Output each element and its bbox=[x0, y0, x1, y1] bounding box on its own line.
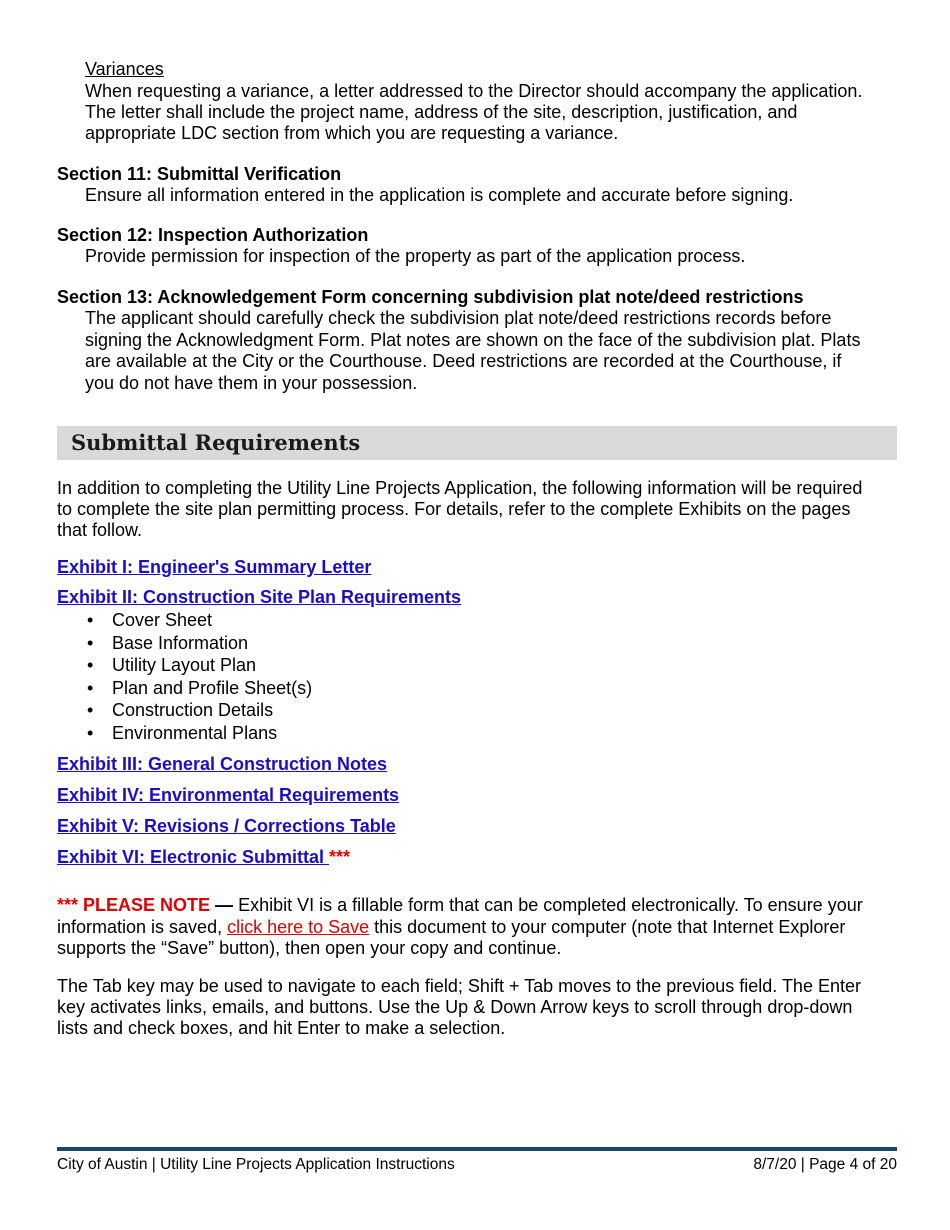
please-note-text: supports the “Save” button), then open your copy and continue. bbox=[57, 938, 562, 958]
section-13-text-line: signing the Acknowledgment Form. Plat notes are shown on the face of the subdivision plat. Plats bbox=[85, 330, 861, 350]
tab-help-line: key activates links, emails, and buttons. Use the Up & Down Arrow keys to scroll through drop-down bbox=[57, 997, 853, 1017]
list-item bbox=[57, 699, 312, 722]
bullet-icon: • bbox=[87, 655, 94, 676]
list-item-label: Environmental Plans bbox=[112, 722, 278, 743]
list-item-label: Base Information bbox=[112, 632, 249, 653]
section-11-heading: Section 11: Submittal Verification bbox=[57, 164, 342, 184]
submittal-intro-line: that follow. bbox=[57, 520, 143, 540]
footer-divider bbox=[57, 1147, 897, 1151]
please-note-text: information is saved, bbox=[57, 917, 228, 937]
variances-heading: Variances bbox=[85, 59, 164, 79]
please-note-text: this document to your computer (note that Internet Explorer bbox=[369, 917, 846, 937]
variances-text-line: The letter shall include the project name, address of the site, description, justification, and bbox=[85, 102, 798, 122]
please-note-label: *** PLEASE NOTE bbox=[57, 895, 211, 915]
section-13-heading: Section 13: Acknowledgement Form concerning subdivision plat note/deed restrictions bbox=[57, 287, 804, 307]
submittal-requirements-title: Submittal Requirements bbox=[71, 430, 361, 455]
exhibit-2-list bbox=[57, 609, 312, 745]
section-13-text-line: you do not have them in your possession. bbox=[85, 373, 418, 393]
list-item bbox=[57, 677, 312, 700]
variances-text-line: When requesting a variance, a letter addressed to the Director should accompany the application. bbox=[85, 81, 863, 101]
list-item-label: Construction Details bbox=[112, 700, 274, 721]
save-link[interactable]: click here to Save bbox=[227, 917, 370, 937]
section-11-text: Ensure all information entered in the application is complete and accurate before signing. bbox=[85, 185, 794, 205]
submittal-intro-line: In addition to completing the Utility Line Projects Application, the following information will be required bbox=[57, 478, 863, 498]
exhibit-5-link[interactable]: Exhibit V: Revisions / Corrections Table bbox=[57, 816, 396, 836]
exhibit-6-row bbox=[57, 847, 350, 868]
list-item bbox=[57, 722, 312, 745]
variances-text-line: appropriate LDC section from which you are requesting a variance. bbox=[85, 123, 619, 143]
section-13-text-line: The applicant should carefully check the subdivision plat note/deed restrictions records before bbox=[85, 308, 832, 328]
exhibit-6-asterisks: *** bbox=[329, 847, 351, 867]
exhibit-6-link[interactable]: Exhibit VI: Electronic Submittal bbox=[57, 847, 330, 867]
bullet-icon: • bbox=[87, 722, 94, 743]
exhibit-4-link[interactable]: Exhibit IV: Environmental Requirements bbox=[57, 785, 400, 805]
list-item-label: Cover Sheet bbox=[112, 610, 213, 630]
exhibit-2-link[interactable]: Exhibit II: Construction Site Plan Requirements bbox=[57, 587, 462, 607]
please-note-dash: — bbox=[210, 895, 239, 915]
list-item bbox=[57, 609, 312, 632]
please-note-line bbox=[57, 917, 845, 938]
list-item-label: Utility Layout Plan bbox=[112, 655, 257, 676]
footer-page-info: 8/7/20 | Page 4 of 20 bbox=[753, 1156, 897, 1173]
bullet-icon: • bbox=[87, 632, 94, 653]
exhibit-3-link[interactable]: Exhibit III: General Construction Notes bbox=[57, 754, 388, 774]
please-note-line bbox=[57, 895, 863, 916]
list-item-label: Plan and Profile Sheet(s) bbox=[112, 677, 313, 698]
exhibit-1-link[interactable]: Exhibit I: Engineer's Summary Letter bbox=[57, 557, 372, 577]
tab-help-line: The Tab key may be used to navigate to each field; Shift + Tab moves to the previous field. The Enter bbox=[57, 976, 861, 996]
footer-title: City of Austin | Utility Line Projects Application Instructions bbox=[57, 1156, 455, 1173]
list-item bbox=[57, 654, 312, 677]
please-note-text: Exhibit VI is a fillable form that can be completed electronically. To ensure your bbox=[238, 895, 863, 915]
bullet-icon: • bbox=[87, 610, 94, 630]
bullet-icon: • bbox=[87, 700, 94, 721]
list-item bbox=[57, 632, 312, 655]
bullet-icon: • bbox=[87, 677, 94, 698]
submittal-requirements-banner bbox=[57, 426, 897, 460]
submittal-intro-line: to complete the site plan permitting process. For details, refer to the complete Exhibits on the pages bbox=[57, 499, 851, 519]
section-12-heading: Section 12: Inspection Authorization bbox=[57, 225, 369, 245]
section-12-text: Provide permission for inspection of the property as part of the application process. bbox=[85, 246, 746, 266]
tab-help-line: lists and check boxes, and hit Enter to make a selection. bbox=[57, 1018, 506, 1038]
section-13-text-line: are available at the City or the Courthouse. Deed restrictions are recorded at the Courthouse, if bbox=[85, 351, 842, 371]
